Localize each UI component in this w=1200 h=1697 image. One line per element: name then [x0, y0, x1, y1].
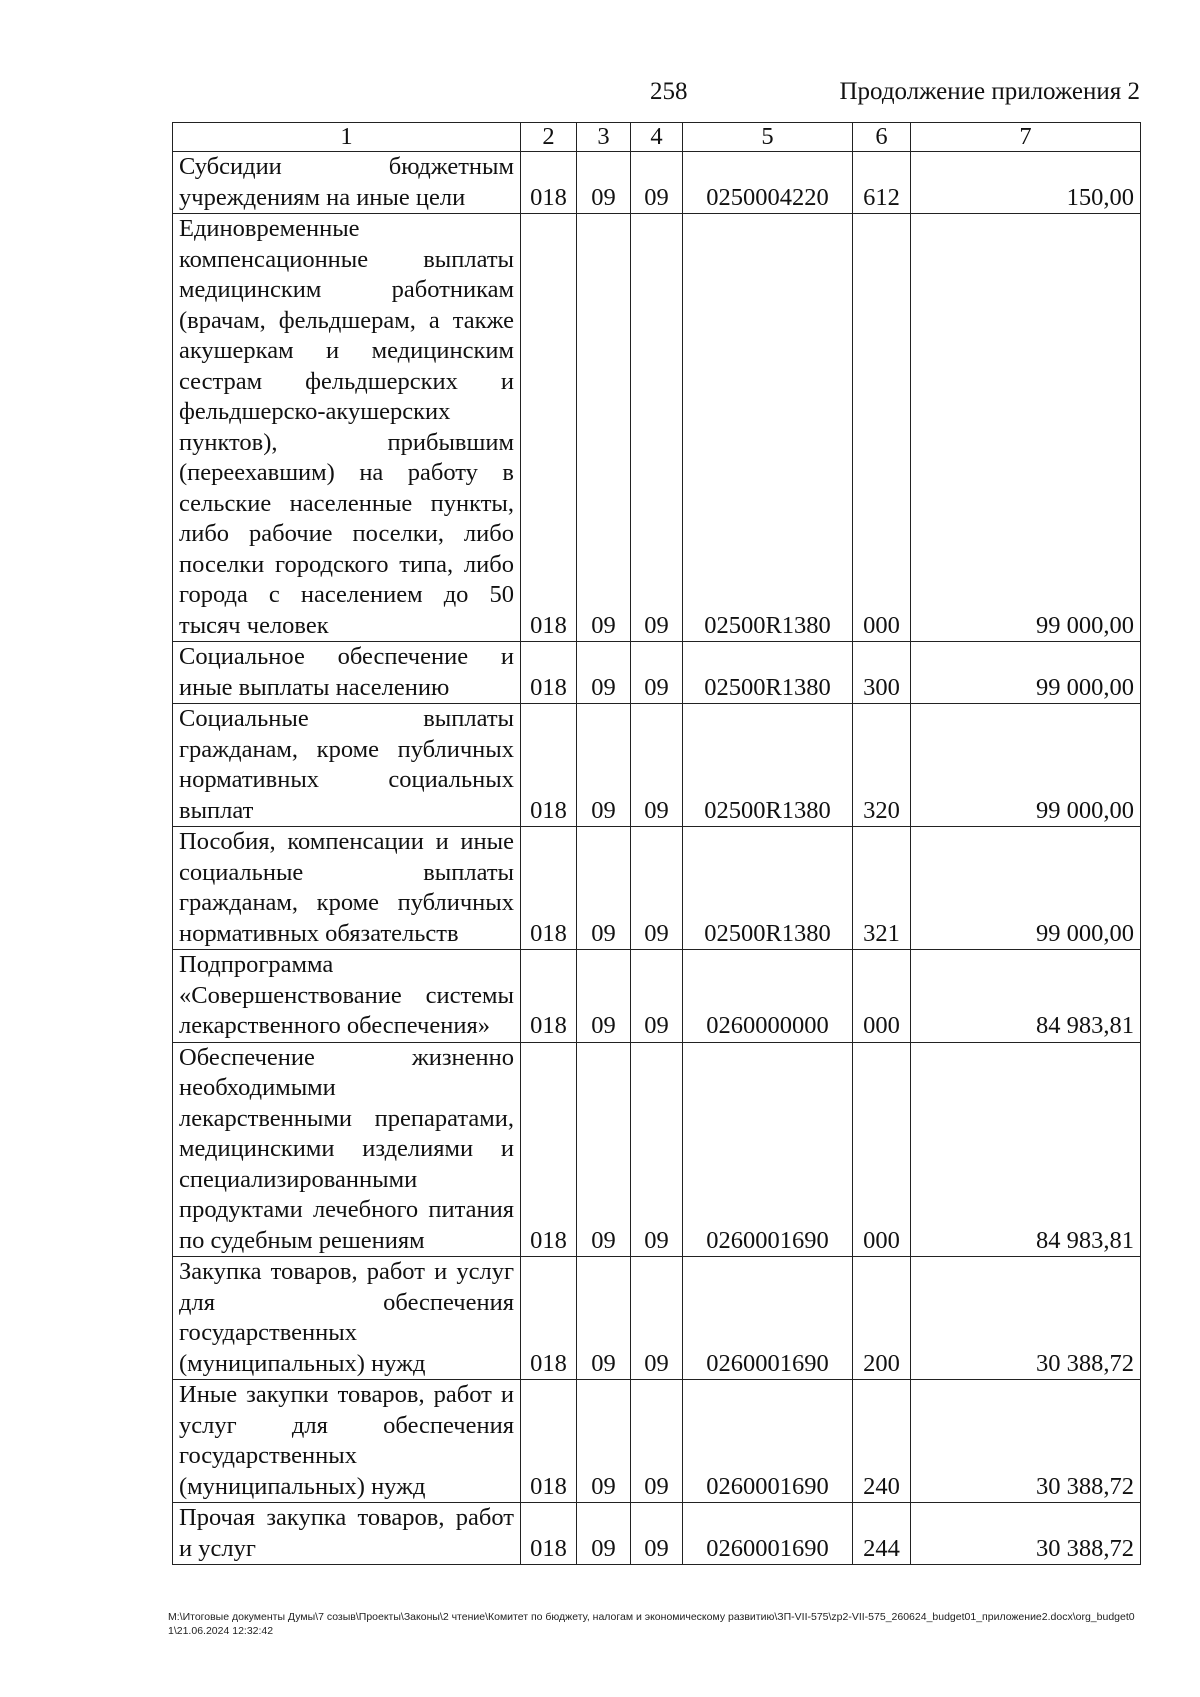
row-code-3: 09 — [577, 1257, 631, 1380]
row-name: Обеспечение жизненно необходимыми лекарственными препаратами, медицинскими изделиями и специализированными продуктами лечебного питания по судебным решениям — [173, 1042, 521, 1257]
table-header-row — [173, 123, 1141, 152]
row-code-3: 09 — [577, 1380, 631, 1503]
column-header-7: 7 — [911, 123, 1141, 152]
table-row — [173, 1042, 1141, 1257]
row-code-4: 09 — [631, 1042, 683, 1257]
row-code-5: 0250004220 — [683, 152, 853, 214]
row-code-3: 09 — [577, 152, 631, 214]
row-name: Социальные выплаты гражданам, кроме публичных нормативных социальных выплат — [173, 704, 521, 827]
row-amount: 30 388,72 — [911, 1257, 1141, 1380]
column-header-5: 5 — [683, 123, 853, 152]
row-code-4: 09 — [631, 642, 683, 704]
row-code-2: 018 — [521, 827, 577, 950]
row-amount: 150,00 — [911, 152, 1141, 214]
row-code-4: 09 — [631, 704, 683, 827]
column-header-1: 1 — [173, 123, 521, 152]
row-code-4: 09 — [631, 827, 683, 950]
row-code-2: 018 — [521, 1042, 577, 1257]
row-amount: 99 000,00 — [911, 704, 1141, 827]
row-name: Подпрограмма «Совершенствование системы лекарственного обеспечения» — [173, 950, 521, 1043]
row-code-4: 09 — [631, 1380, 683, 1503]
row-code-2: 018 — [521, 950, 577, 1043]
row-amount: 99 000,00 — [911, 214, 1141, 642]
row-code-3: 09 — [577, 950, 631, 1043]
column-header-6: 6 — [853, 123, 911, 152]
row-code-5: 0260001690 — [683, 1042, 853, 1257]
table-row — [173, 704, 1141, 827]
row-code-2: 018 — [521, 1503, 577, 1565]
row-code-4: 09 — [631, 1503, 683, 1565]
row-code-3: 09 — [577, 827, 631, 950]
file-path-footer: M:\Итоговые документы Думы\7 созыв\Проекты\Законы\2 чтение\Комитет по бюджету, налогам и экономическому развитию\ЗП-VII-575\zp2-VII-575_260624_budget01_приложение2.docx\org_budget01\21.06.2024 12:32:42 — [168, 1611, 1135, 1637]
row-code-3: 09 — [577, 642, 631, 704]
row-amount: 84 983,81 — [911, 950, 1141, 1043]
row-code-2: 018 — [521, 214, 577, 642]
row-name: Пособия, компенсации и иные социальные выплаты гражданам, кроме публичных нормативных обязательств — [173, 827, 521, 950]
column-header-3: 3 — [577, 123, 631, 152]
table-row — [173, 1380, 1141, 1503]
row-code-5: 02500R1380 — [683, 827, 853, 950]
row-code-5: 02500R1380 — [683, 704, 853, 827]
row-code-5: 0260001690 — [683, 1380, 853, 1503]
row-code-5: 0260001690 — [683, 1257, 853, 1380]
row-name: Единовременные компенсационные выплаты медицинским работникам (врачам, фельдшерам, а также акушеркам и медицинским сестрам фельдшерских и фельдшерско-акушерских пунктов), прибывшим (переехавшим) на работу в сельские населенные пункты, либо рабочие поселки, либо поселки городского типа, либо города с населением до 50 тысяч человек — [173, 214, 521, 642]
row-name: Закупка товаров, работ и услуг для обеспечения государственных (муниципальных) нужд — [173, 1257, 521, 1380]
table-row — [173, 214, 1141, 642]
table-row — [173, 152, 1141, 214]
row-amount: 30 388,72 — [911, 1503, 1141, 1565]
row-code-2: 018 — [521, 642, 577, 704]
row-amount: 99 000,00 — [911, 827, 1141, 950]
row-amount: 99 000,00 — [911, 642, 1141, 704]
row-amount: 30 388,72 — [911, 1380, 1141, 1503]
row-code-4: 09 — [631, 152, 683, 214]
column-header-4: 4 — [631, 123, 683, 152]
row-code-5: 0260001690 — [683, 1503, 853, 1565]
row-amount: 84 983,81 — [911, 1042, 1141, 1257]
row-name: Прочая закупка товаров, работ и услуг — [173, 1503, 521, 1565]
row-code-5: 02500R1380 — [683, 214, 853, 642]
row-code-2: 018 — [521, 1380, 577, 1503]
row-code-3: 09 — [577, 1503, 631, 1565]
row-code-2: 018 — [521, 704, 577, 827]
row-code-6: 612 — [853, 152, 911, 214]
row-code-6: 000 — [853, 214, 911, 642]
row-name: Социальное обеспечение и иные выплаты населению — [173, 642, 521, 704]
row-code-6: 300 — [853, 642, 911, 704]
table-row — [173, 1503, 1141, 1565]
row-code-4: 09 — [631, 950, 683, 1043]
row-name: Субсидии бюджетным учреждениям на иные цели — [173, 152, 521, 214]
row-code-6: 320 — [853, 704, 911, 827]
row-code-6: 240 — [853, 1380, 911, 1503]
row-code-6: 000 — [853, 950, 911, 1043]
row-code-6: 200 — [853, 1257, 911, 1380]
row-code-6: 000 — [853, 1042, 911, 1257]
row-code-2: 018 — [521, 152, 577, 214]
budget-table — [172, 122, 1141, 1565]
row-code-3: 09 — [577, 214, 631, 642]
row-code-6: 244 — [853, 1503, 911, 1565]
row-code-3: 09 — [577, 704, 631, 827]
page-number: 258 — [650, 78, 688, 105]
row-code-2: 018 — [521, 1257, 577, 1380]
table-row — [173, 642, 1141, 704]
table-row — [173, 827, 1141, 950]
table-row — [173, 950, 1141, 1043]
row-code-5: 02500R1380 — [683, 642, 853, 704]
row-code-3: 09 — [577, 1042, 631, 1257]
column-header-2: 2 — [521, 123, 577, 152]
row-code-5: 0260000000 — [683, 950, 853, 1043]
continuation-label: Продолжение приложения 2 — [839, 78, 1140, 105]
row-code-4: 09 — [631, 214, 683, 642]
row-code-4: 09 — [631, 1257, 683, 1380]
row-code-6: 321 — [853, 827, 911, 950]
row-name: Иные закупки товаров, работ и услуг для обеспечения государственных (муниципальных) нужд — [173, 1380, 521, 1503]
table-row — [173, 1257, 1141, 1380]
